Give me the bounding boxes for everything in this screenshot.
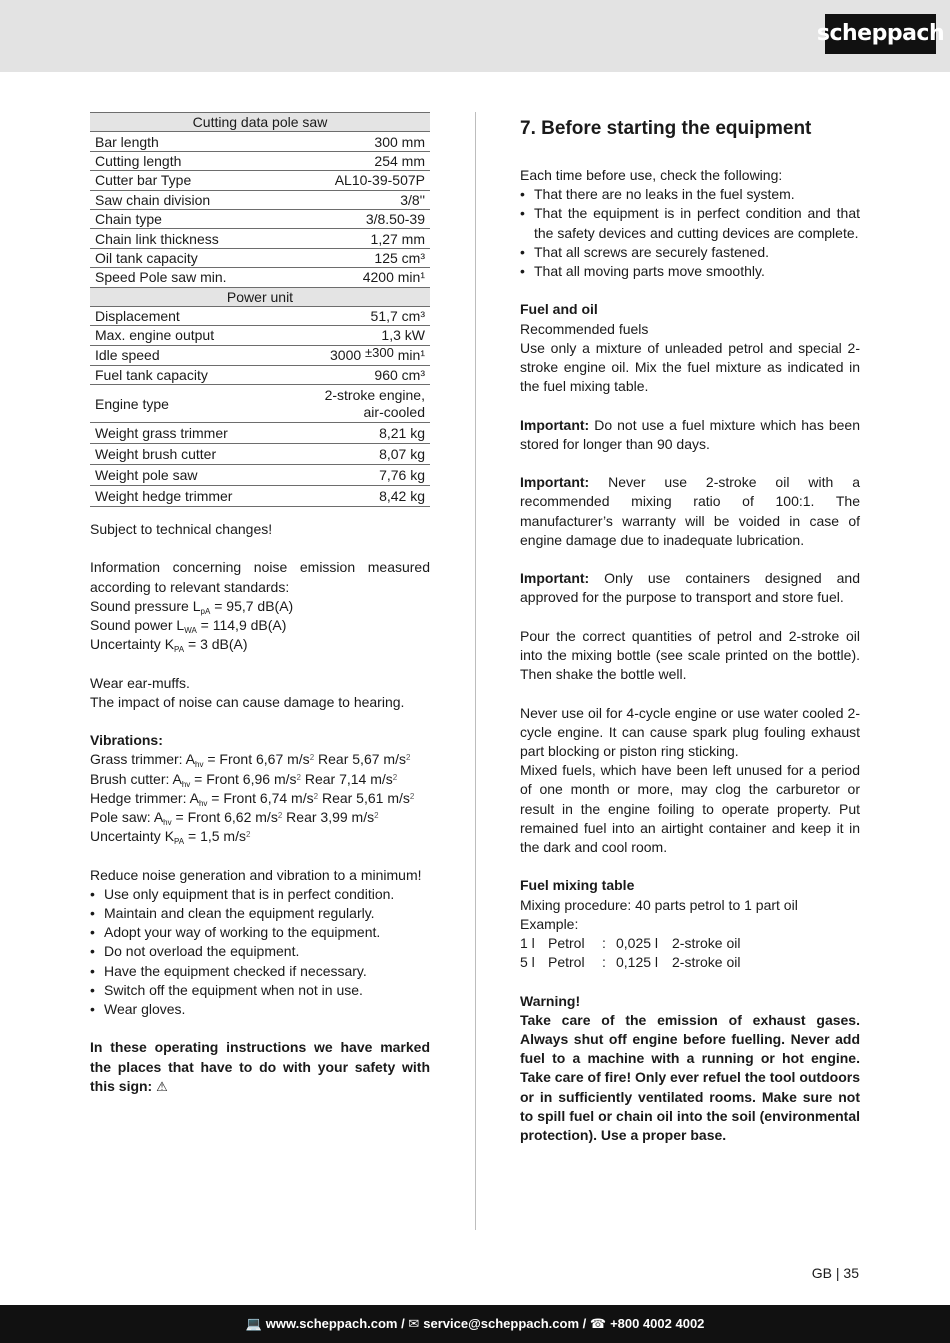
- fuel-text: Use only a mixture of unleaded petrol and special 2-stroke engine oil. Mix the fuel mixture as indicated in the fuel mixing table.: [520, 339, 860, 395]
- header-bar: [0, 0, 950, 72]
- uncertainty-noise: Uncertainty $K_{PA} = 3$ dB(A): [90, 636, 248, 655]
- table-row: Chain link thickness 1,27 mm: [90, 229, 430, 248]
- table-row: Bar length 300 mm: [90, 132, 430, 151]
- example-label: Example:: [520, 915, 579, 932]
- list-item: • Do not overload the equipment.: [90, 942, 430, 961]
- table-row: Engine type 2-stroke engine, air-cooled: [90, 385, 430, 423]
- vibration-line: Pole saw: $A_{hv}$ = Front 6,62 $m/s^2$ Rear 3,99 $m/s^2$: [90, 809, 379, 828]
- phone-number: +800 4002 4002: [610, 1316, 705, 1332]
- table-row: Cutting length 254 mm: [90, 151, 430, 170]
- sound-pressure: Sound pressure $L_{pA} = 95,7$ dB(A): [90, 597, 294, 616]
- table-row: Weight grass trimmer 8,21 kg: [90, 423, 430, 444]
- vibration-line: Grass trimmer: $A_{hv}$ = Front 6,67 $m/s^2$ Rear 5,67 $m/s^2$: [90, 751, 411, 770]
- table-row: Chain type 3/8.50-39: [90, 209, 430, 228]
- list-item: • Maintain and clean the equipment regularly.: [90, 904, 430, 923]
- vibration-line: Brush cutter: $A_{hv}$ = Front 6,96 $m/s^2$ Rear 7,14 $m/s^2$: [90, 770, 398, 789]
- list-item: • Adopt your way of working to the equipment.: [90, 923, 430, 942]
- phone-icon: ☎: [589, 1316, 607, 1332]
- vibrations-heading: Vibrations:: [90, 732, 163, 749]
- important-note: Important: Do not use a fuel mixture which has been stored for longer than 90 days.: [520, 416, 860, 452]
- noise-intro: Information concerning noise emission measured according to relevant standards:: [90, 559, 430, 595]
- uncertainty-vibration: Uncertainty $K_{PA} = 1,5$ $m/s^2$: [90, 828, 251, 847]
- important-note: Important: Only use containers designed and approved for the purpose to transport and store fuel.: [520, 570, 860, 606]
- never-oil-text: Never use oil for 4-cycle engine or use water cooled 2-cycle engine. It can cause spark plug fouling exhaust part blocking or piston ring sticking.: [520, 704, 860, 759]
- table-row: Oil tank capacity 125 cm³: [90, 248, 430, 267]
- section-header: Cutting data pole saw: [90, 113, 430, 132]
- table-row: Speed Pole saw min. 4200 min¹: [90, 268, 430, 287]
- mix-heading: Fuel mixing table: [520, 877, 635, 894]
- table-row: Saw chain division 3/8'': [90, 190, 430, 209]
- list-item: • That all screws are securely fastened.: [520, 243, 860, 262]
- reduce-note: Reduce noise generation and vibration to a minimum!: [90, 866, 422, 883]
- list-item: • That the equipment is in perfect condition and that the safety devices and cutting devices are complete.: [520, 204, 860, 242]
- sound-power: Sound power $L_{WA} = 114,9$ dB(A): [90, 617, 287, 636]
- pour-text: Pour the correct quantities of petrol and 2-stroke oil into the mixing bottle (see scale printed on the bottle). Then shake the bottle well.: [520, 627, 860, 683]
- tips-list: [90, 885, 430, 1019]
- list-item: • Use only equipment that is in perfect condition.: [90, 885, 430, 904]
- mixed-fuels-text: Mixed fuels, which have been left unused for a period of one month or more, may clog the carburetor or result in the engine foiling to operate property. Put remained fuel into an airtight container and keep it in the dark and cool room.: [520, 762, 860, 856]
- hearing-note: The impact of noise can cause damage to hearing.: [90, 693, 405, 710]
- fuel-heading: Fuel and oil: [520, 301, 598, 318]
- column-divider: [475, 112, 476, 1230]
- table-row: Weight brush cutter 8,07 kg: [90, 444, 430, 465]
- table-row: Max. engine output 1,3 kW: [90, 326, 430, 345]
- mix-row: 5 l Petrol : 0,125 l 2-stroke oil: [520, 954, 741, 971]
- safety-note: In these operating instructions we have marked the places that have to do with your safety with this sign: ⚠: [90, 1039, 430, 1095]
- brand-logo: scheppach: [825, 14, 936, 54]
- warning-triangle-icon: ⚠: [156, 1079, 168, 1095]
- warning-text: Take care of the emission of exhaust gases. Always shut off engine before fuelling. Never add fuel to a machine with a running or hot engine. Take care of fire! Only ever refuel the tool outdoors or in sufficiently ventilated rooms. Make sure not to spill fuel or chain oil into the soil (environmental protection). Use a proper base.: [520, 1011, 860, 1144]
- check-intro: Each time before use, check the following:: [520, 167, 783, 183]
- table-row: Fuel tank capacity 960 cm³: [90, 365, 430, 384]
- table-row: Weight pole saw 7,76 kg: [90, 465, 430, 486]
- important-note: Important: Never use 2-stroke oil with a recommended mixing ratio of 100:1. The manufacturer’s warranty will be voided in case of engine damage due to inadequate lubrication.: [520, 474, 860, 548]
- table-row: Cutter bar Type AL10-39-507P: [90, 171, 430, 190]
- section-header: Power unit: [90, 287, 430, 306]
- list-item: • Switch off the equipment when not in use.: [90, 981, 430, 1000]
- email-link[interactable]: service@scheppach.com /: [423, 1316, 587, 1332]
- mix-procedure: Mixing procedure: 40 parts petrol to 1 part oil: [520, 896, 798, 913]
- vibration-line: Hedge trimmer: $A_{hv}$ = Front 6,74 $m/s^2$ Rear 5,61 $m/s^2$: [90, 789, 415, 808]
- list-item: • Wear gloves.: [90, 1000, 430, 1019]
- table-row: Weight hedge trimmer 8,42 kg: [90, 486, 430, 507]
- right-column: [520, 112, 860, 1145]
- mail-icon: ✉: [408, 1316, 420, 1332]
- section-title: 7. Before starting the equipment: [520, 118, 812, 139]
- checks-list: [520, 185, 860, 281]
- mix-row: 1 l Petrol : 0,025 l 2-stroke oil: [520, 935, 741, 952]
- footer-bar: [0, 1305, 950, 1343]
- changes-note: Subject to technical changes!: [90, 521, 273, 538]
- computer-icon: 💻: [245, 1316, 262, 1332]
- table-row: Displacement 51,7 cm³: [90, 306, 430, 325]
- left-column: [90, 112, 430, 1097]
- list-item: • That there are no leaks in the fuel system.: [520, 185, 860, 204]
- recommended-fuels: Recommended fuels: [520, 320, 649, 337]
- spec-table: [90, 112, 430, 507]
- website-link[interactable]: www.scheppach.com /: [265, 1316, 405, 1332]
- list-item: • That all moving parts move smoothly.: [520, 262, 860, 281]
- ear-muffs-note: Wear ear-muffs.: [90, 674, 190, 691]
- table-row: Idle speed 3000 ±300 min¹: [90, 345, 430, 365]
- page-number: GB | 35: [811, 1265, 859, 1281]
- list-item: • Have the equipment checked if necessary.: [90, 962, 430, 981]
- warning-heading: Warning!: [520, 992, 581, 1009]
